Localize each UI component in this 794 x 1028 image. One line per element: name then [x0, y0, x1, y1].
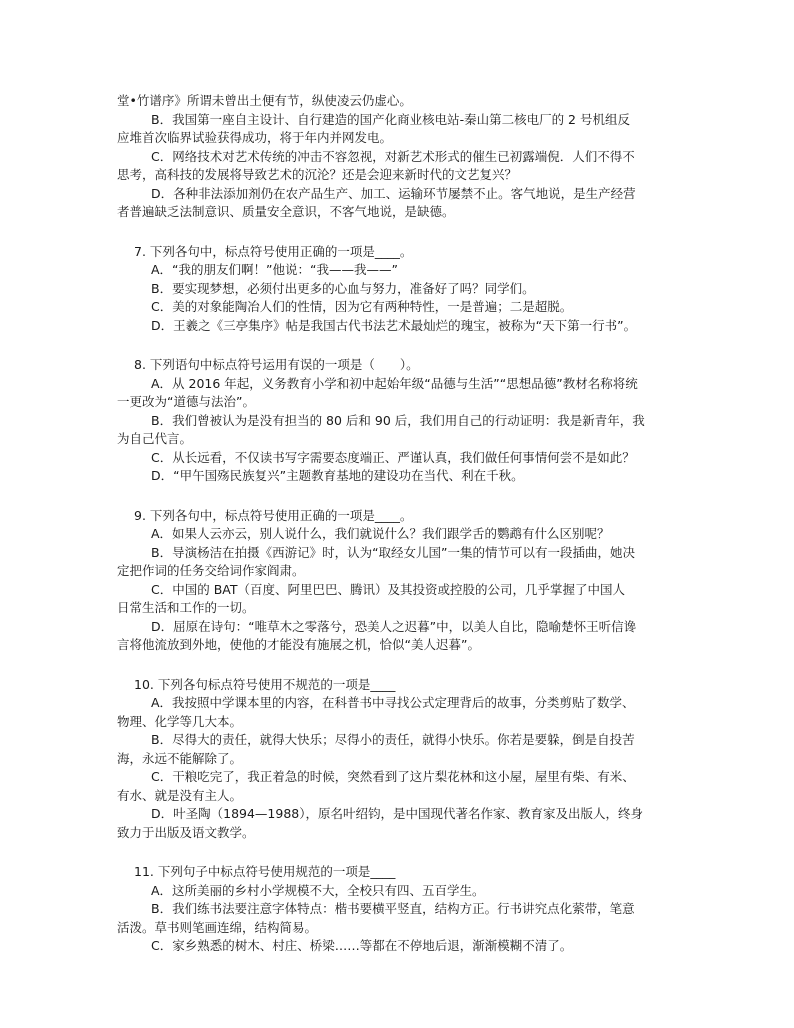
question-11: [117, 863, 677, 956]
question-stem: 8. 下列语句中标点符号运用有误的一项是（ ）。: [134, 357, 419, 372]
option-b: B．要实现梦想，必须付出更多的心血与努力，准备好了吗？同学们。: [151, 280, 535, 296]
option-b: B．我们练书法要注意字体特点：楷书要横平竖直，结构方正。行书讲究点化萦带，笔意: [151, 901, 635, 916]
document-page: [117, 92, 677, 956]
option-b-cont: 活泼。草书则笔画连绵，结构简易。: [117, 919, 318, 935]
option-c-cont: 日常生活和工作的一切。: [117, 600, 255, 615]
intro-line: 堂•竹谱序》所谓未曾出土便有节，纵使凌云仍虚心。: [117, 93, 412, 108]
question-7: [117, 243, 677, 336]
option-c: C．从长远看，不仅读书写字需要态度端正、严谨认真，我们做任何事情何尝不是如此？: [151, 449, 635, 465]
option-b: B．尽得大的责任，就得大快乐；尽得小的责任，就得小快乐。你若是要躲，倒是自投苦: [151, 732, 635, 747]
question-stem: 11. 下列句子中标点符号使用规范的一项是____: [134, 864, 396, 879]
option-d-cont: 言将他流放到外地，使他的才能没有施展之机，恰似“美人迟暮”。: [117, 637, 480, 652]
option-b: B．导演杨洁在拍摄《西游记》时，认为“取经女儿国”一集的情节可以有一段插曲，她决: [151, 544, 636, 560]
option-d-cont: 者普遍缺乏法制意识、质量安全意识，不客气地说，是缺德。: [117, 204, 455, 219]
option-b: B．我国第一座自主设计、自行建造的国产化商业核电站-秦山第二核电厂的 2 号机组反: [151, 111, 630, 127]
question-stem: 7. 下列各句中，标点符号使用正确的一项是____。: [134, 243, 413, 259]
question-stem: 9. 下列各句中，标点符号使用正确的一项是____。: [134, 507, 413, 523]
option-c: C．中国的 BAT（百度、阿里巴巴、腾讯）及其投资或控股的公司，几乎掌握了中国人: [151, 581, 625, 597]
option-b-cont: 海，永远不能解除了。: [117, 750, 243, 766]
intro-section: [117, 92, 677, 222]
option-d: D．叶圣陶（1894—1988），原名叶绍钧，是中国现代著名作家、教育家及出版人，终身: [151, 806, 643, 821]
option-b: B．我们曾被认为是没有担当的 80 后和 90 后，我们用自己的行动证明：我是新青年，我: [151, 412, 645, 428]
option-d: D．各种非法添加剂仍在农产品生产、加工、运输环节屡禁不止。客气地说，是生产经营: [151, 185, 636, 201]
option-d: D．屈原在诗句：“唯草木之零落兮，恐美人之迟暮”中，以美人自比，隐喻楚怀王听信谗: [151, 618, 637, 634]
option-a: A．“我的朋友们啊！”他说：“我——我——”: [151, 262, 398, 277]
option-a: A．从 2016 年起，义务教育小学和初中起始年级“品德与生活”“思想品德”教材名称将统: [151, 375, 638, 391]
option-d-cont: 致力于出版及语文教学。: [117, 824, 255, 840]
option-c: C．美的对象能陶冶人们的性情，因为它有两种特性，一是普遍；二是超脱。: [151, 299, 573, 314]
option-c-cont: 思考，高科技的发展将导致艺术的沉沦？还是会迎来新时代的文艺复兴？: [117, 167, 518, 182]
question-9: [117, 507, 677, 655]
option-c-cont: 有水、就是没有主人。: [117, 787, 243, 803]
option-b-cont: 应堆首次临界试验获得成功，将于年内并网发电。: [117, 130, 393, 145]
option-b-cont: 为自己代言。: [117, 431, 193, 446]
option-a: A．如果人云亦云，别人说什么，我们就说什么？我们跟学舌的鹦鹉有什么区别呢？: [151, 526, 610, 541]
option-c: C．干粮吃完了，我正着急的时候，突然看到了这片梨花林和这小屋，屋里有柴、有米、: [151, 769, 635, 784]
question-8: [117, 356, 677, 486]
option-b-cont: 定把作词的任务交给词作家阎肃。: [117, 563, 305, 578]
question-10: [117, 676, 677, 843]
option-a-cont: 物理、化学等几大本。: [117, 713, 243, 729]
option-d: D．王羲之《三亭集序》帖是我国古代书法艺术最灿烂的瑰宝，被称为“天下第一行书”。: [151, 317, 637, 333]
option-a-cont: 一更改为“道德与法治”。: [117, 394, 255, 409]
question-stem: 10. 下列各句标点符号使用不规范的一项是____: [134, 676, 396, 692]
option-a: A．这所美丽的乡村小学规模不大，全校只有四、五百学生。: [151, 882, 485, 898]
option-c: C．网络技术对艺术传统的冲击不容忽视，对新艺术形式的催生已初露端倪．人们不得不: [151, 148, 635, 164]
option-c: C．家乡熟悉的树木、村庄、桥梁……等都在不停地后退，渐渐模糊不清了。: [151, 938, 573, 953]
option-d: D．“甲午国殇民族复兴”主题教育基地的建设功在当代、利在千秋。: [151, 468, 524, 483]
option-a: A．我按照中学课本里的内容，在科普书中寻找公式定理背后的故事，分类剪贴了数学、: [151, 695, 635, 710]
